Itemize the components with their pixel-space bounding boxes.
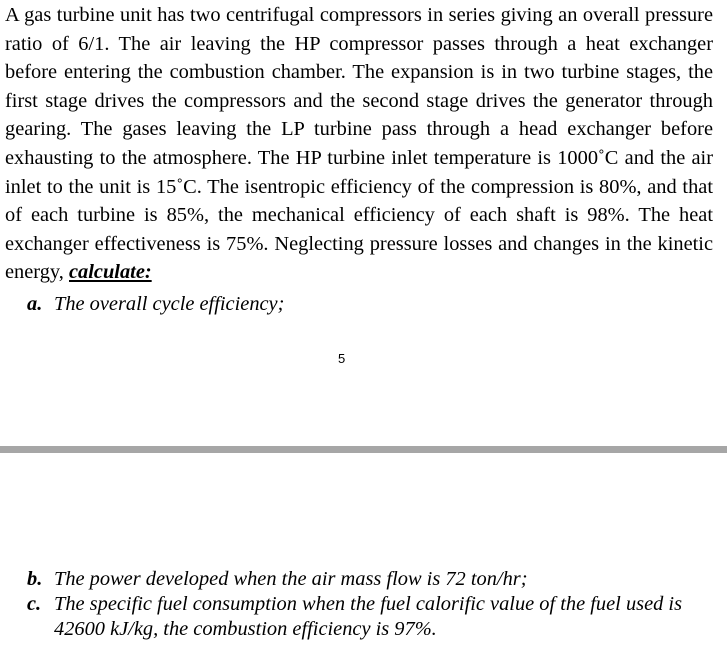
item-text: The specific fuel consumption when the fuel calorific value of the fuel used is 42600 kJ/kg, the combustion efficiency is 97%. — [54, 593, 683, 640]
question-item-b — [27, 567, 727, 592]
item-text: The power developed when the air mass flow is 72 ton/hr; — [54, 568, 528, 590]
page-bottom — [0, 453, 727, 647]
page-number: 5 — [338, 351, 346, 366]
item-letter: c. — [27, 593, 42, 615]
problem-statement — [5, 1, 713, 287]
question-item-c — [27, 592, 717, 642]
problem-intro: A gas turbine unit has two centrifugal compressors in series giving an overall pressure ratio of 6/1. The air leaving the HP compressor passes through a heat exchanger before entering the combustion chamber. The expansion is in two turbine stages, the first stage drives the compressors and the second stage drives the generator through gearing. The gases leaving the LP turbine pass through a head exchanger before exhausting to the atmosphere. The HP turbine inlet temperature is 1000˚C and the air inlet to the unit is 15˚C. The isentropic efficiency of the compression is 80%, and that of each turbine is 85%, the mechanical efficiency of each shaft is 98%. The heat exchanger effectiveness is 75%. Neglecting pressure losses and changes in the kinetic energy, — [5, 4, 713, 284]
item-letter: b. — [27, 568, 43, 590]
item-text: The overall cycle efficiency; — [54, 293, 285, 315]
page-separator — [0, 446, 727, 453]
item-letter: a. — [27, 293, 43, 315]
calculate-label: calculate: — [69, 261, 152, 284]
question-item-a — [27, 292, 727, 317]
